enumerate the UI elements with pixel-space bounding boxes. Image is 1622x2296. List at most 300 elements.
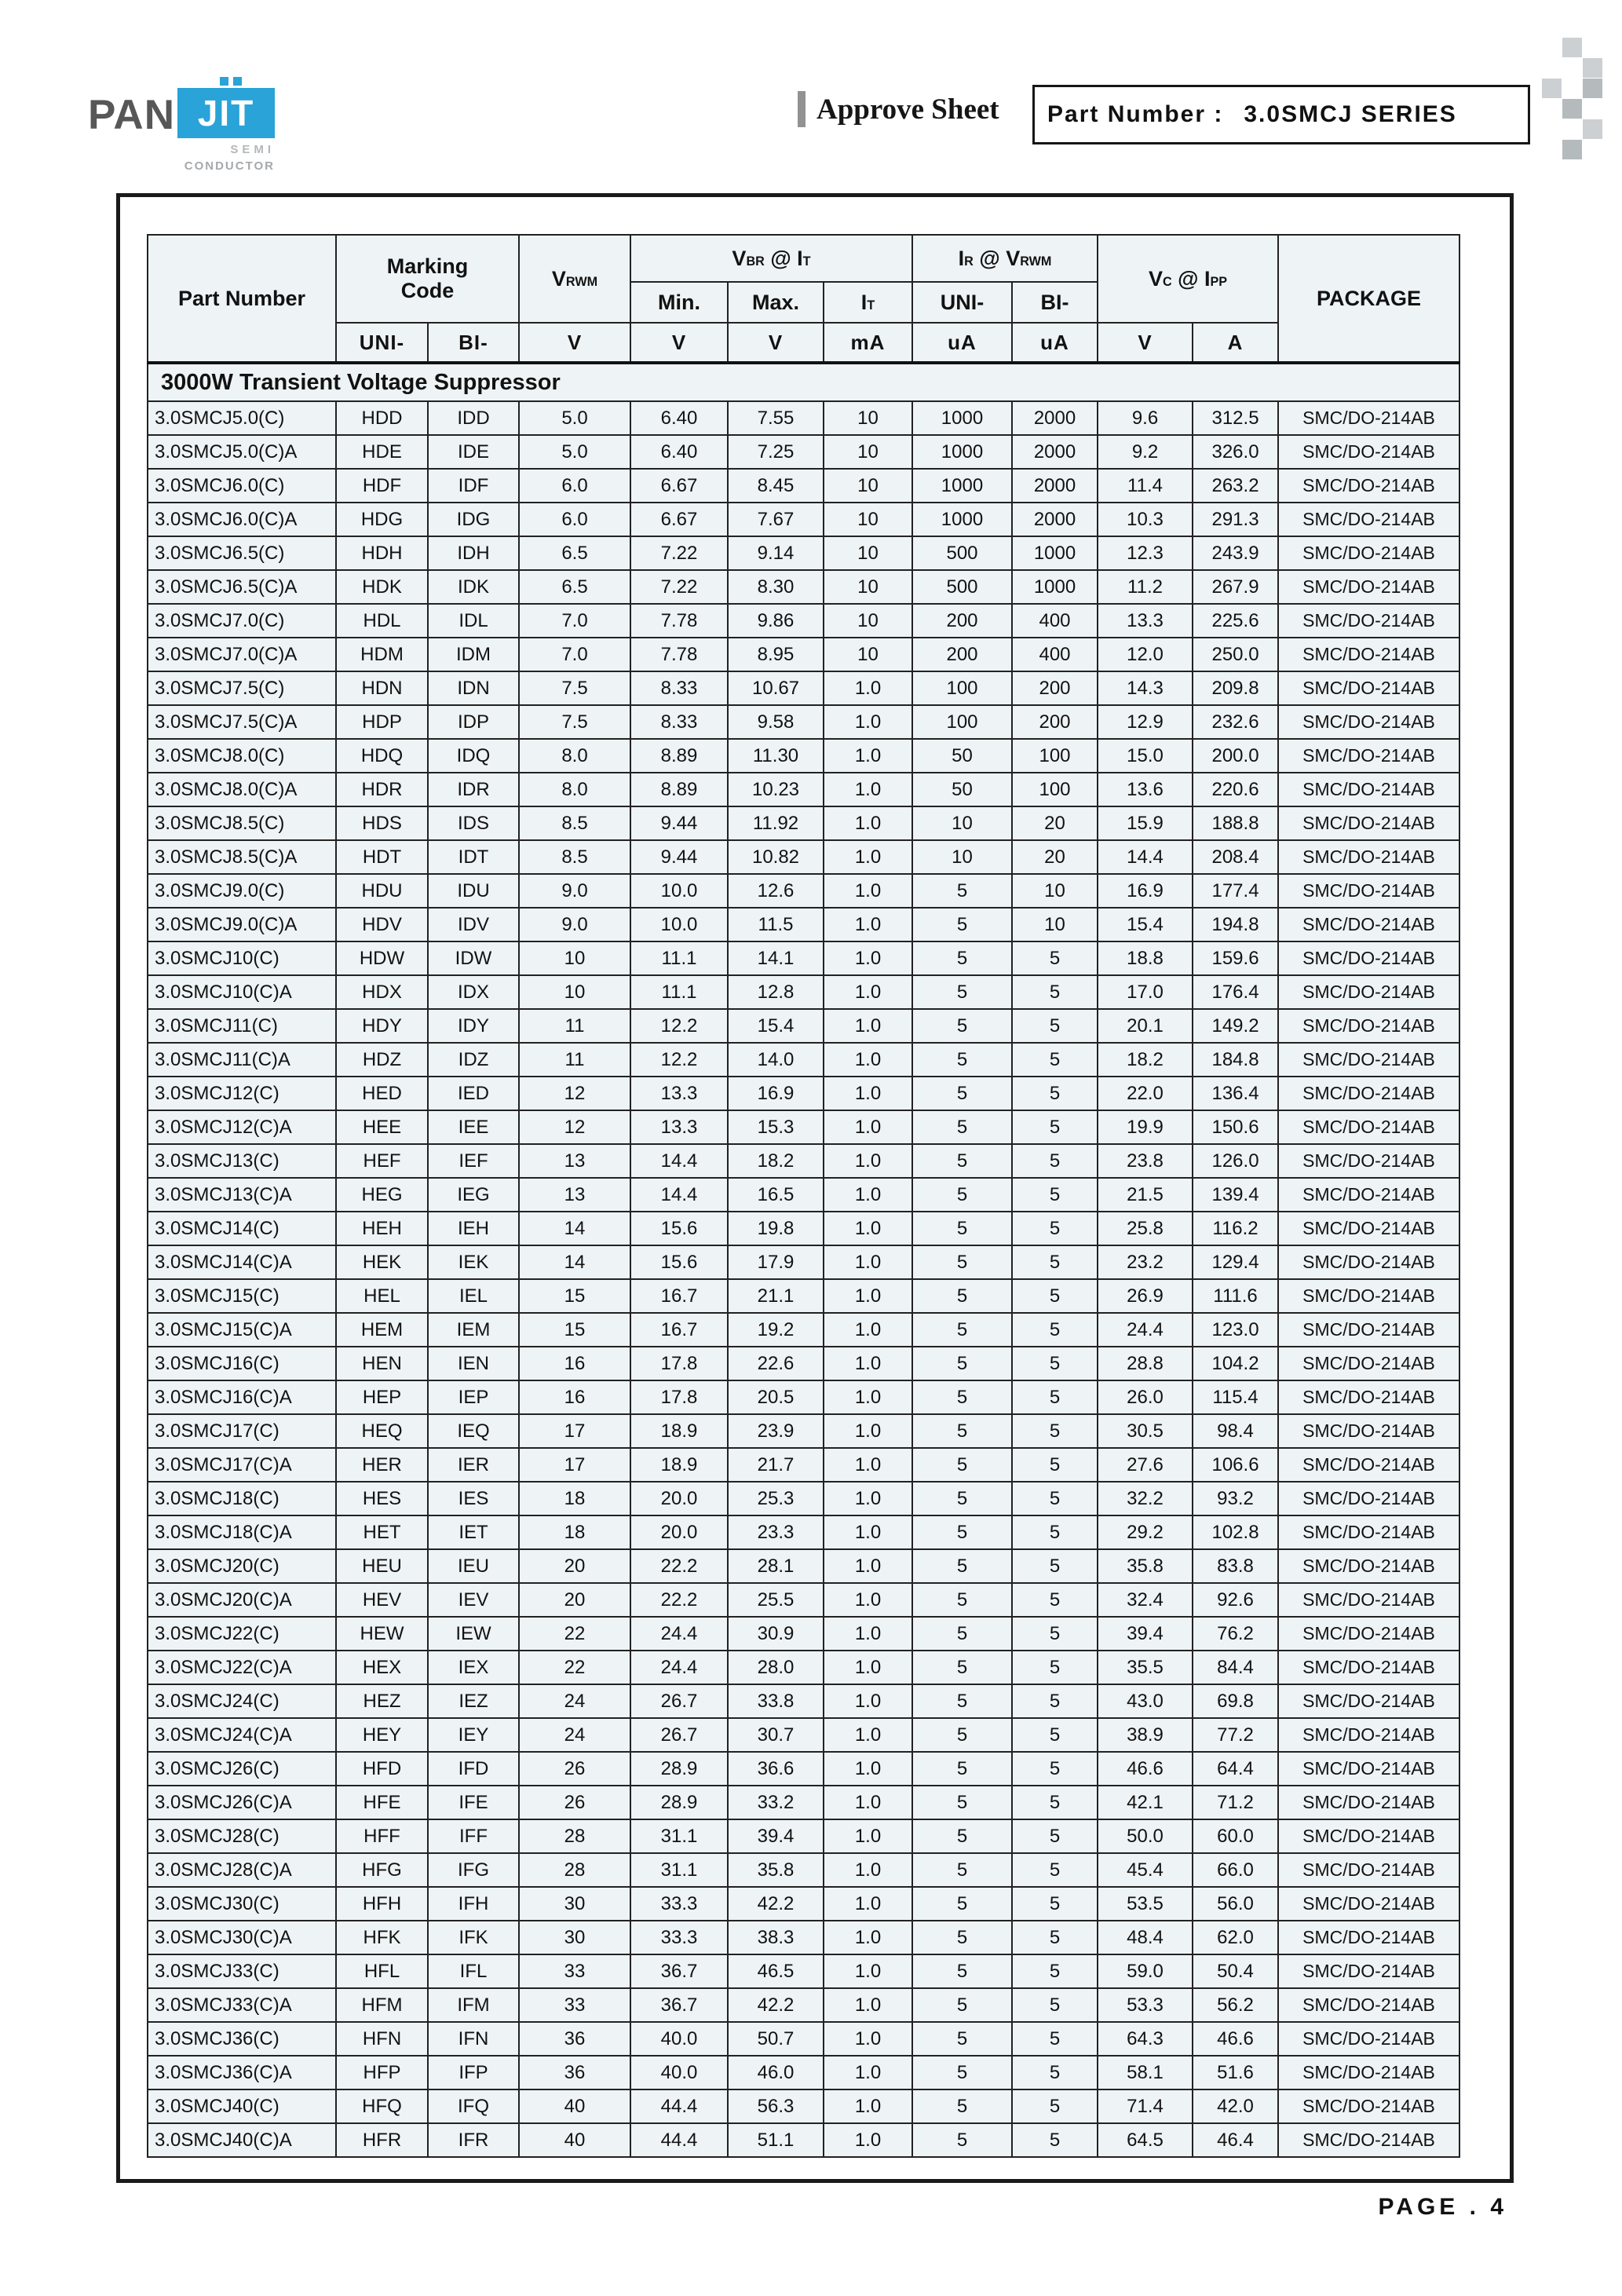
cell-ir-bi: 5 [1012,1009,1098,1043]
cell-marking-uni: HFD [336,1752,428,1786]
cell-marking-bi: IDV [428,908,519,941]
cell-ipp: 200.0 [1193,739,1278,773]
cell-marking-uni: HEQ [336,1414,428,1448]
cell-package: SMC/DO-214AB [1278,1786,1459,1819]
cell-marking-uni: HFH [336,1887,428,1921]
cell-ir-uni: 5 [912,1110,1012,1144]
cell-marking-uni: HDU [336,874,428,908]
cell-vbr-max: 10.23 [728,773,824,806]
cell-ir-uni: 5 [912,1684,1012,1718]
cell-vc: 38.9 [1098,1718,1193,1752]
cell-ir-bi: 5 [1012,975,1098,1009]
table-row [148,638,1459,671]
cell-vbr-min: 7.22 [630,536,728,570]
cell-vrwm: 7.0 [519,638,630,671]
cell-part-number: 3.0SMCJ12(C)A [148,1110,336,1144]
cell-part-number: 3.0SMCJ22(C)A [148,1651,336,1684]
cell-ir-uni: 5 [912,1954,1012,1988]
cell-ipp: 71.2 [1193,1786,1278,1819]
cell-vrwm: 33 [519,1954,630,1988]
cell-part-number: 3.0SMCJ5.0(C) [148,401,336,435]
cell-part-number: 3.0SMCJ18(C)A [148,1515,336,1549]
cell-package: SMC/DO-214AB [1278,975,1459,1009]
cell-part-number: 3.0SMCJ13(C) [148,1144,336,1178]
cell-package: SMC/DO-214AB [1278,773,1459,806]
cell-package: SMC/DO-214AB [1278,469,1459,503]
cell-vbr-max: 30.9 [728,1617,824,1651]
part-number-box [1032,85,1530,144]
cell-vbr-max: 8.30 [728,570,824,604]
table-row [148,1077,1459,1110]
cell-vbr-max: 11.5 [728,908,824,941]
cell-it: 10 [824,503,912,536]
cell-ir-uni: 5 [912,1921,1012,1954]
cell-vbr-max: 25.3 [728,1482,824,1515]
unit-vbr-min: V [630,323,728,363]
cell-vrwm: 7.0 [519,604,630,638]
cell-vbr-min: 16.7 [630,1279,728,1313]
cell-it: 1.0 [824,705,912,739]
cell-vc: 42.1 [1098,1786,1193,1819]
cell-package: SMC/DO-214AB [1278,705,1459,739]
cell-ipp: 291.3 [1193,503,1278,536]
cell-ipp: 225.6 [1193,604,1278,638]
cell-vbr-max: 16.9 [728,1077,824,1110]
cell-part-number: 3.0SMCJ24(C)A [148,1718,336,1752]
cell-vbr-max: 28.1 [728,1549,824,1583]
cell-vrwm: 18 [519,1482,630,1515]
table-row [148,705,1459,739]
cell-vc: 24.4 [1098,1313,1193,1347]
cell-vc: 35.8 [1098,1549,1193,1583]
cell-package: SMC/DO-214AB [1278,1819,1459,1853]
cell-ipp: 42.0 [1193,2089,1278,2123]
table-row [148,2089,1459,2123]
cell-ir-bi: 5 [1012,1651,1098,1684]
cell-it: 1.0 [824,806,912,840]
cell-ir-bi: 5 [1012,1448,1098,1482]
cell-vrwm: 20 [519,1549,630,1583]
table-row [148,773,1459,806]
cell-package: SMC/DO-214AB [1278,1110,1459,1144]
cell-ir-bi: 5 [1012,1313,1098,1347]
cell-ir-bi: 5 [1012,2089,1098,2123]
logo-pan-text: PAN [88,92,175,138]
cell-vbr-min: 40.0 [630,2022,728,2056]
section-title-row [148,363,1459,401]
cell-marking-bi: IDT [428,840,519,874]
cell-marking-uni: HER [336,1448,428,1482]
cell-package: SMC/DO-214AB [1278,874,1459,908]
cell-package: SMC/DO-214AB [1278,1347,1459,1380]
cell-vbr-min: 11.1 [630,975,728,1009]
cell-vc: 18.8 [1098,941,1193,975]
cell-vbr-max: 21.7 [728,1448,824,1482]
cell-vrwm: 28 [519,1853,630,1887]
cell-part-number: 3.0SMCJ17(C)A [148,1448,336,1482]
cell-vbr-max: 28.0 [728,1651,824,1684]
cell-ir-bi: 5 [1012,1144,1098,1178]
cell-package: SMC/DO-214AB [1278,1887,1459,1921]
cell-package: SMC/DO-214AB [1278,806,1459,840]
cell-ir-bi: 5 [1012,1110,1098,1144]
cell-part-number: 3.0SMCJ14(C) [148,1212,336,1245]
cell-it: 1.0 [824,1448,912,1482]
cell-ipp: 176.4 [1193,975,1278,1009]
cell-vbr-max: 17.9 [728,1245,824,1279]
cell-vbr-max: 14.1 [728,941,824,975]
cell-vbr-min: 20.0 [630,1482,728,1515]
header-marking-code: Marking Code [336,235,519,323]
cell-ipp: 60.0 [1193,1819,1278,1853]
cell-vbr-max: 36.6 [728,1752,824,1786]
cell-vc: 12.9 [1098,705,1193,739]
cell-it: 1.0 [824,1819,912,1853]
cell-marking-bi: IEV [428,1583,519,1617]
cell-it: 1.0 [824,1279,912,1313]
cell-it: 1.0 [824,739,912,773]
cell-ir-bi: 5 [1012,1752,1098,1786]
cell-part-number: 3.0SMCJ14(C)A [148,1245,336,1279]
cell-part-number: 3.0SMCJ10(C) [148,941,336,975]
cell-package: SMC/DO-214AB [1278,1313,1459,1347]
cell-marking-bi: IDY [428,1009,519,1043]
decor-square-icon [1583,79,1602,98]
cell-vc: 23.2 [1098,1245,1193,1279]
cell-part-number: 3.0SMCJ30(C)A [148,1921,336,1954]
cell-package: SMC/DO-214AB [1278,503,1459,536]
cell-ir-uni: 5 [912,1380,1012,1414]
cell-vbr-min: 20.0 [630,1515,728,1549]
cell-vc: 58.1 [1098,2056,1193,2089]
cell-package: SMC/DO-214AB [1278,536,1459,570]
cell-vbr-max: 9.86 [728,604,824,638]
cell-vbr-max: 15.4 [728,1009,824,1043]
cell-vrwm: 16 [519,1347,630,1380]
cell-marking-bi: IDW [428,941,519,975]
cell-ir-uni: 1000 [912,469,1012,503]
cell-marking-bi: IEM [428,1313,519,1347]
cell-marking-bi: IEE [428,1110,519,1144]
cell-ipp: 46.6 [1193,2022,1278,2056]
cell-ipp: 69.8 [1193,1684,1278,1718]
cell-marking-bi: IFL [428,1954,519,1988]
cell-marking-uni: HFQ [336,2089,428,2123]
cell-ir-bi: 10 [1012,908,1098,941]
cell-vbr-max: 21.1 [728,1279,824,1313]
cell-vc: 45.4 [1098,1853,1193,1887]
cell-marking-uni: HDK [336,570,428,604]
cell-ir-uni: 5 [912,1988,1012,2022]
cell-ir-bi: 2000 [1012,435,1098,469]
cell-vbr-max: 38.3 [728,1921,824,1954]
table-row [148,536,1459,570]
logo-dot-icon [220,77,228,86]
cell-it: 10 [824,469,912,503]
cell-package: SMC/DO-214AB [1278,401,1459,435]
cell-ir-bi: 400 [1012,638,1098,671]
cell-ir-uni: 200 [912,604,1012,638]
cell-ipp: 50.4 [1193,1954,1278,1988]
table-row [148,1887,1459,1921]
approve-sheet-label: Approve Sheet [816,93,999,126]
cell-vrwm: 6.0 [519,503,630,536]
cell-vrwm: 12 [519,1077,630,1110]
cell-part-number: 3.0SMCJ11(C)A [148,1043,336,1077]
cell-vbr-max: 12.8 [728,975,824,1009]
cell-marking-bi: IFN [428,2022,519,2056]
cell-vbr-max: 7.55 [728,401,824,435]
table-row [148,1009,1459,1043]
cell-part-number: 3.0SMCJ6.5(C) [148,536,336,570]
cell-vbr-max: 42.2 [728,1887,824,1921]
unit-ir-bi: uA [1012,323,1098,363]
cell-vrwm: 9.0 [519,908,630,941]
cell-vc: 13.3 [1098,604,1193,638]
cell-ipp: 209.8 [1193,671,1278,705]
cell-vc: 43.0 [1098,1684,1193,1718]
cell-ipp: 149.2 [1193,1009,1278,1043]
cell-vbr-max: 14.0 [728,1043,824,1077]
cell-ir-uni: 5 [912,1549,1012,1583]
cell-part-number: 3.0SMCJ7.5(C)A [148,705,336,739]
cell-ir-uni: 5 [912,1009,1012,1043]
cell-ipp: 56.0 [1193,1887,1278,1921]
logo-semi-text: SEMI [230,143,275,156]
table-row [148,1212,1459,1245]
cell-marking-uni: HEL [336,1279,428,1313]
cell-it: 1.0 [824,1380,912,1414]
cell-ipp: 136.4 [1193,1077,1278,1110]
cell-part-number: 3.0SMCJ5.0(C)A [148,435,336,469]
cell-marking-bi: IDF [428,469,519,503]
cell-ipp: 84.4 [1193,1651,1278,1684]
cell-ir-uni: 5 [912,2056,1012,2089]
cell-ipp: 116.2 [1193,1212,1278,1245]
cell-vc: 21.5 [1098,1178,1193,1212]
cell-ipp: 111.6 [1193,1279,1278,1313]
cell-package: SMC/DO-214AB [1278,840,1459,874]
cell-vc: 11.2 [1098,570,1193,604]
cell-vbr-max: 56.3 [728,2089,824,2123]
cell-part-number: 3.0SMCJ7.0(C)A [148,638,336,671]
cell-vrwm: 8.5 [519,806,630,840]
cell-marking-bi: IFF [428,1819,519,1853]
table-row [148,1988,1459,2022]
cell-vbr-min: 9.44 [630,840,728,874]
cell-marking-bi: IDN [428,671,519,705]
cell-it: 1.0 [824,1853,912,1887]
cell-it: 1.0 [824,1921,912,1954]
cell-marking-bi: IDE [428,435,519,469]
cell-ir-uni: 5 [912,1414,1012,1448]
cell-part-number: 3.0SMCJ36(C)A [148,2056,336,2089]
cell-part-number: 3.0SMCJ30(C) [148,1887,336,1921]
cell-ipp: 129.4 [1193,1245,1278,1279]
cell-ipp: 159.6 [1193,941,1278,975]
cell-ir-bi: 10 [1012,874,1098,908]
cell-part-number: 3.0SMCJ36(C) [148,2022,336,2056]
cell-vc: 9.6 [1098,401,1193,435]
cell-ir-uni: 5 [912,1077,1012,1110]
cell-vbr-min: 22.2 [630,1549,728,1583]
cell-ir-uni: 1000 [912,435,1012,469]
cell-it: 1.0 [824,1786,912,1819]
table-row [148,671,1459,705]
cell-ipp: 150.6 [1193,1110,1278,1144]
cell-package: SMC/DO-214AB [1278,604,1459,638]
cell-vbr-min: 6.67 [630,469,728,503]
cell-ir-uni: 5 [912,1819,1012,1853]
cell-marking-uni: HDL [336,604,428,638]
table-row [148,1110,1459,1144]
cell-vbr-min: 28.9 [630,1752,728,1786]
cell-marking-bi: IDQ [428,739,519,773]
header-vrwm: VRWM [519,235,630,323]
cell-vbr-min: 7.22 [630,570,728,604]
cell-it: 1.0 [824,1347,912,1380]
cell-it: 1.0 [824,671,912,705]
approve-sheet-title [798,91,999,127]
table-row [148,806,1459,840]
cell-ir-uni: 5 [912,1786,1012,1819]
cell-marking-uni: HEF [336,1144,428,1178]
cell-ipp: 243.9 [1193,536,1278,570]
cell-ir-uni: 5 [912,1212,1012,1245]
cell-it: 1.0 [824,2089,912,2123]
cell-vc: 32.4 [1098,1583,1193,1617]
cell-vbr-min: 24.4 [630,1651,728,1684]
cell-marking-uni: HEG [336,1178,428,1212]
cell-ir-uni: 10 [912,806,1012,840]
cell-marking-bi: IEY [428,1718,519,1752]
header-ir-uni: UNI- [912,282,1012,323]
cell-part-number: 3.0SMCJ8.0(C) [148,739,336,773]
cell-marking-uni: HFP [336,2056,428,2089]
part-number-label: Part Number : [1047,101,1224,127]
cell-part-number: 3.0SMCJ6.0(C) [148,469,336,503]
cell-package: SMC/DO-214AB [1278,1144,1459,1178]
cell-package: SMC/DO-214AB [1278,1921,1459,1954]
specs-table [147,234,1460,2158]
cell-ir-uni: 5 [912,2123,1012,2157]
cell-vbr-max: 16.5 [728,1178,824,1212]
cell-vbr-min: 31.1 [630,1853,728,1887]
cell-vbr-min: 28.9 [630,1786,728,1819]
cell-ipp: 62.0 [1193,1921,1278,1954]
cell-vrwm: 22 [519,1617,630,1651]
cell-vrwm: 16 [519,1380,630,1414]
cell-marking-bi: IEH [428,1212,519,1245]
cell-ipp: 104.2 [1193,1347,1278,1380]
cell-ir-uni: 50 [912,773,1012,806]
cell-ir-uni: 1000 [912,503,1012,536]
cell-ipp: 46.4 [1193,2123,1278,2157]
cell-ir-bi: 20 [1012,840,1098,874]
cell-ipp: 64.4 [1193,1752,1278,1786]
cell-vrwm: 22 [519,1651,630,1684]
cell-vbr-min: 40.0 [630,2056,728,2089]
cell-package: SMC/DO-214AB [1278,908,1459,941]
cell-ipp: 177.4 [1193,874,1278,908]
cell-vrwm: 8.5 [519,840,630,874]
cell-it: 1.0 [824,1144,912,1178]
table-header [148,235,1459,363]
cell-vc: 50.0 [1098,1819,1193,1853]
cell-marking-bi: IES [428,1482,519,1515]
cell-vbr-max: 25.5 [728,1583,824,1617]
cell-vc: 9.2 [1098,435,1193,469]
cell-vrwm: 9.0 [519,874,630,908]
header-vbr-max: Max. [728,282,824,323]
cell-vbr-min: 13.3 [630,1077,728,1110]
cell-vc: 17.0 [1098,975,1193,1009]
cell-part-number: 3.0SMCJ18(C) [148,1482,336,1515]
cell-marking-uni: HEE [336,1110,428,1144]
cell-vbr-min: 12.2 [630,1043,728,1077]
cell-package: SMC/DO-214AB [1278,671,1459,705]
cell-vbr-max: 20.5 [728,1380,824,1414]
cell-marking-bi: IEP [428,1380,519,1414]
cell-vbr-max: 46.5 [728,1954,824,1988]
cell-vbr-min: 36.7 [630,1954,728,1988]
cell-package: SMC/DO-214AB [1278,570,1459,604]
cell-it: 10 [824,604,912,638]
table-row [148,739,1459,773]
table-row [148,1954,1459,1988]
cell-marking-bi: IFK [428,1921,519,1954]
cell-marking-uni: HFK [336,1921,428,1954]
cell-vbr-min: 7.78 [630,604,728,638]
cell-it: 1.0 [824,1583,912,1617]
table-row [148,1921,1459,1954]
logo-dot-icon [233,77,242,86]
cell-vc: 30.5 [1098,1414,1193,1448]
cell-vc: 15.9 [1098,806,1193,840]
cell-it: 1.0 [824,840,912,874]
cell-package: SMC/DO-214AB [1278,1077,1459,1110]
cell-it: 1.0 [824,1887,912,1921]
cell-package: SMC/DO-214AB [1278,1279,1459,1313]
cell-vbr-min: 22.2 [630,1583,728,1617]
cell-package: SMC/DO-214AB [1278,1718,1459,1752]
table-row [148,1718,1459,1752]
cell-vc: 26.9 [1098,1279,1193,1313]
cell-ir-bi: 2000 [1012,503,1098,536]
cell-ir-uni: 5 [912,908,1012,941]
cell-marking-uni: HDP [336,705,428,739]
cell-it: 1.0 [824,1043,912,1077]
cell-ipp: 56.2 [1193,1988,1278,2022]
table-row [148,2123,1459,2157]
cell-marking-bi: IDH [428,536,519,570]
unit-marking-uni: UNI- [336,323,428,363]
cell-marking-uni: HFN [336,2022,428,2056]
unit-vc: V [1098,323,1193,363]
cell-marking-uni: HEN [336,1347,428,1380]
cell-package: SMC/DO-214AB [1278,1954,1459,1988]
cell-ipp: 312.5 [1193,401,1278,435]
cell-vc: 71.4 [1098,2089,1193,2123]
cell-vrwm: 30 [519,1887,630,1921]
cell-ir-bi: 5 [1012,1684,1098,1718]
cell-part-number: 3.0SMCJ20(C) [148,1549,336,1583]
cell-ipp: 98.4 [1193,1414,1278,1448]
cell-vbr-min: 15.6 [630,1212,728,1245]
cell-marking-uni: HDH [336,536,428,570]
cell-vc: 28.8 [1098,1347,1193,1380]
cell-vc: 27.6 [1098,1448,1193,1482]
